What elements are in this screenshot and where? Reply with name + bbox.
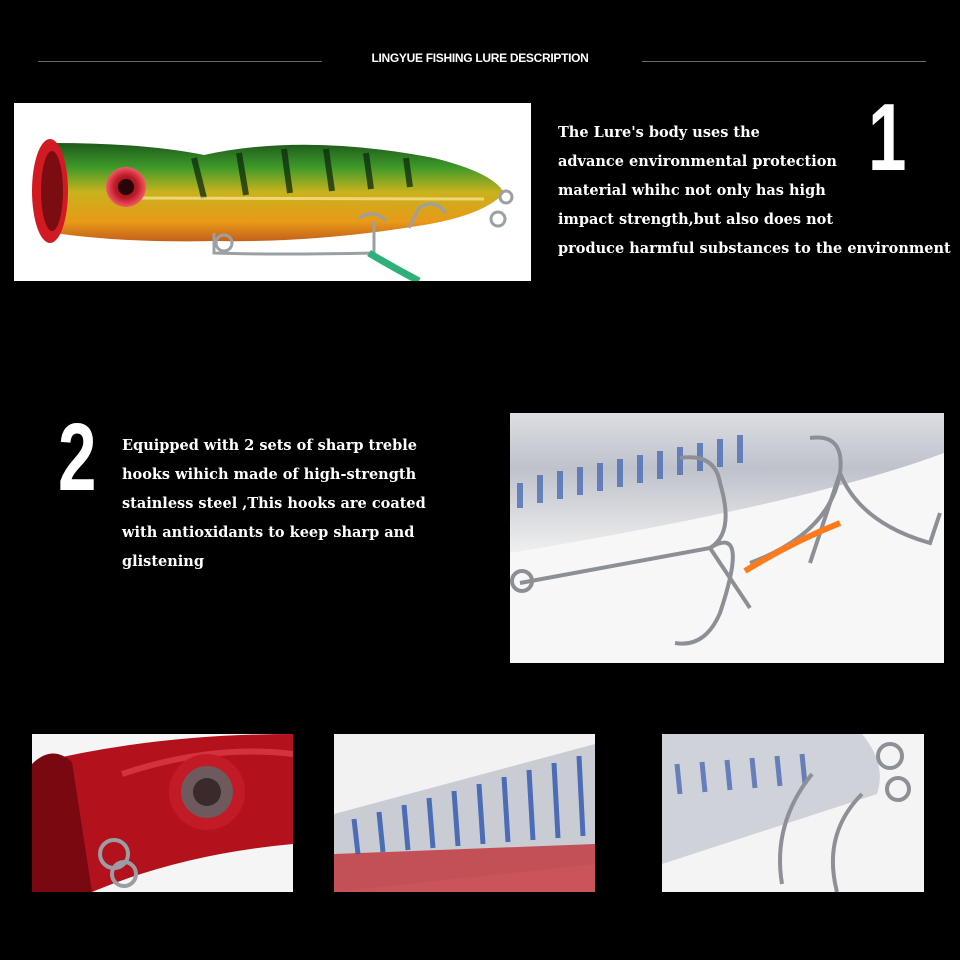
feature-number-2: 2: [58, 404, 97, 511]
feature-1-line: impact strength,but also does not: [558, 211, 834, 228]
feature-2-line: Equipped with 2 sets of sharp treble: [122, 437, 417, 454]
feature-1-line: produce harmful substances to the environment: [558, 240, 951, 257]
hooks-closeup-photo: [510, 413, 944, 663]
detail-photo-head: [32, 734, 293, 892]
header-rule-left: [38, 61, 322, 62]
feature-1-description: [558, 118, 951, 263]
feature-1-line: advance environmental protection: [558, 153, 837, 170]
detail-photo-tail: [662, 734, 924, 892]
feature-2-line: glistening: [122, 553, 204, 570]
detail-photo-body: [334, 734, 595, 892]
feature-1-line: The Lure's body uses the: [558, 124, 760, 141]
page-title: LINGYUE FISHING LURE DESCRIPTION: [371, 51, 589, 65]
feature-1-line: material whihc not only has high: [558, 182, 826, 199]
header-rule-right: [642, 61, 926, 62]
feature-2-description: [122, 431, 426, 576]
feature-2-line: with antioxidants to keep sharp and: [122, 524, 415, 541]
lure-full-photo: [14, 103, 531, 281]
feature-number-1: 1: [868, 84, 907, 191]
feature-2-line: hooks wihich made of high-strength: [122, 466, 417, 483]
feature-2-line: stainless steel ,This hooks are coated: [122, 495, 426, 512]
